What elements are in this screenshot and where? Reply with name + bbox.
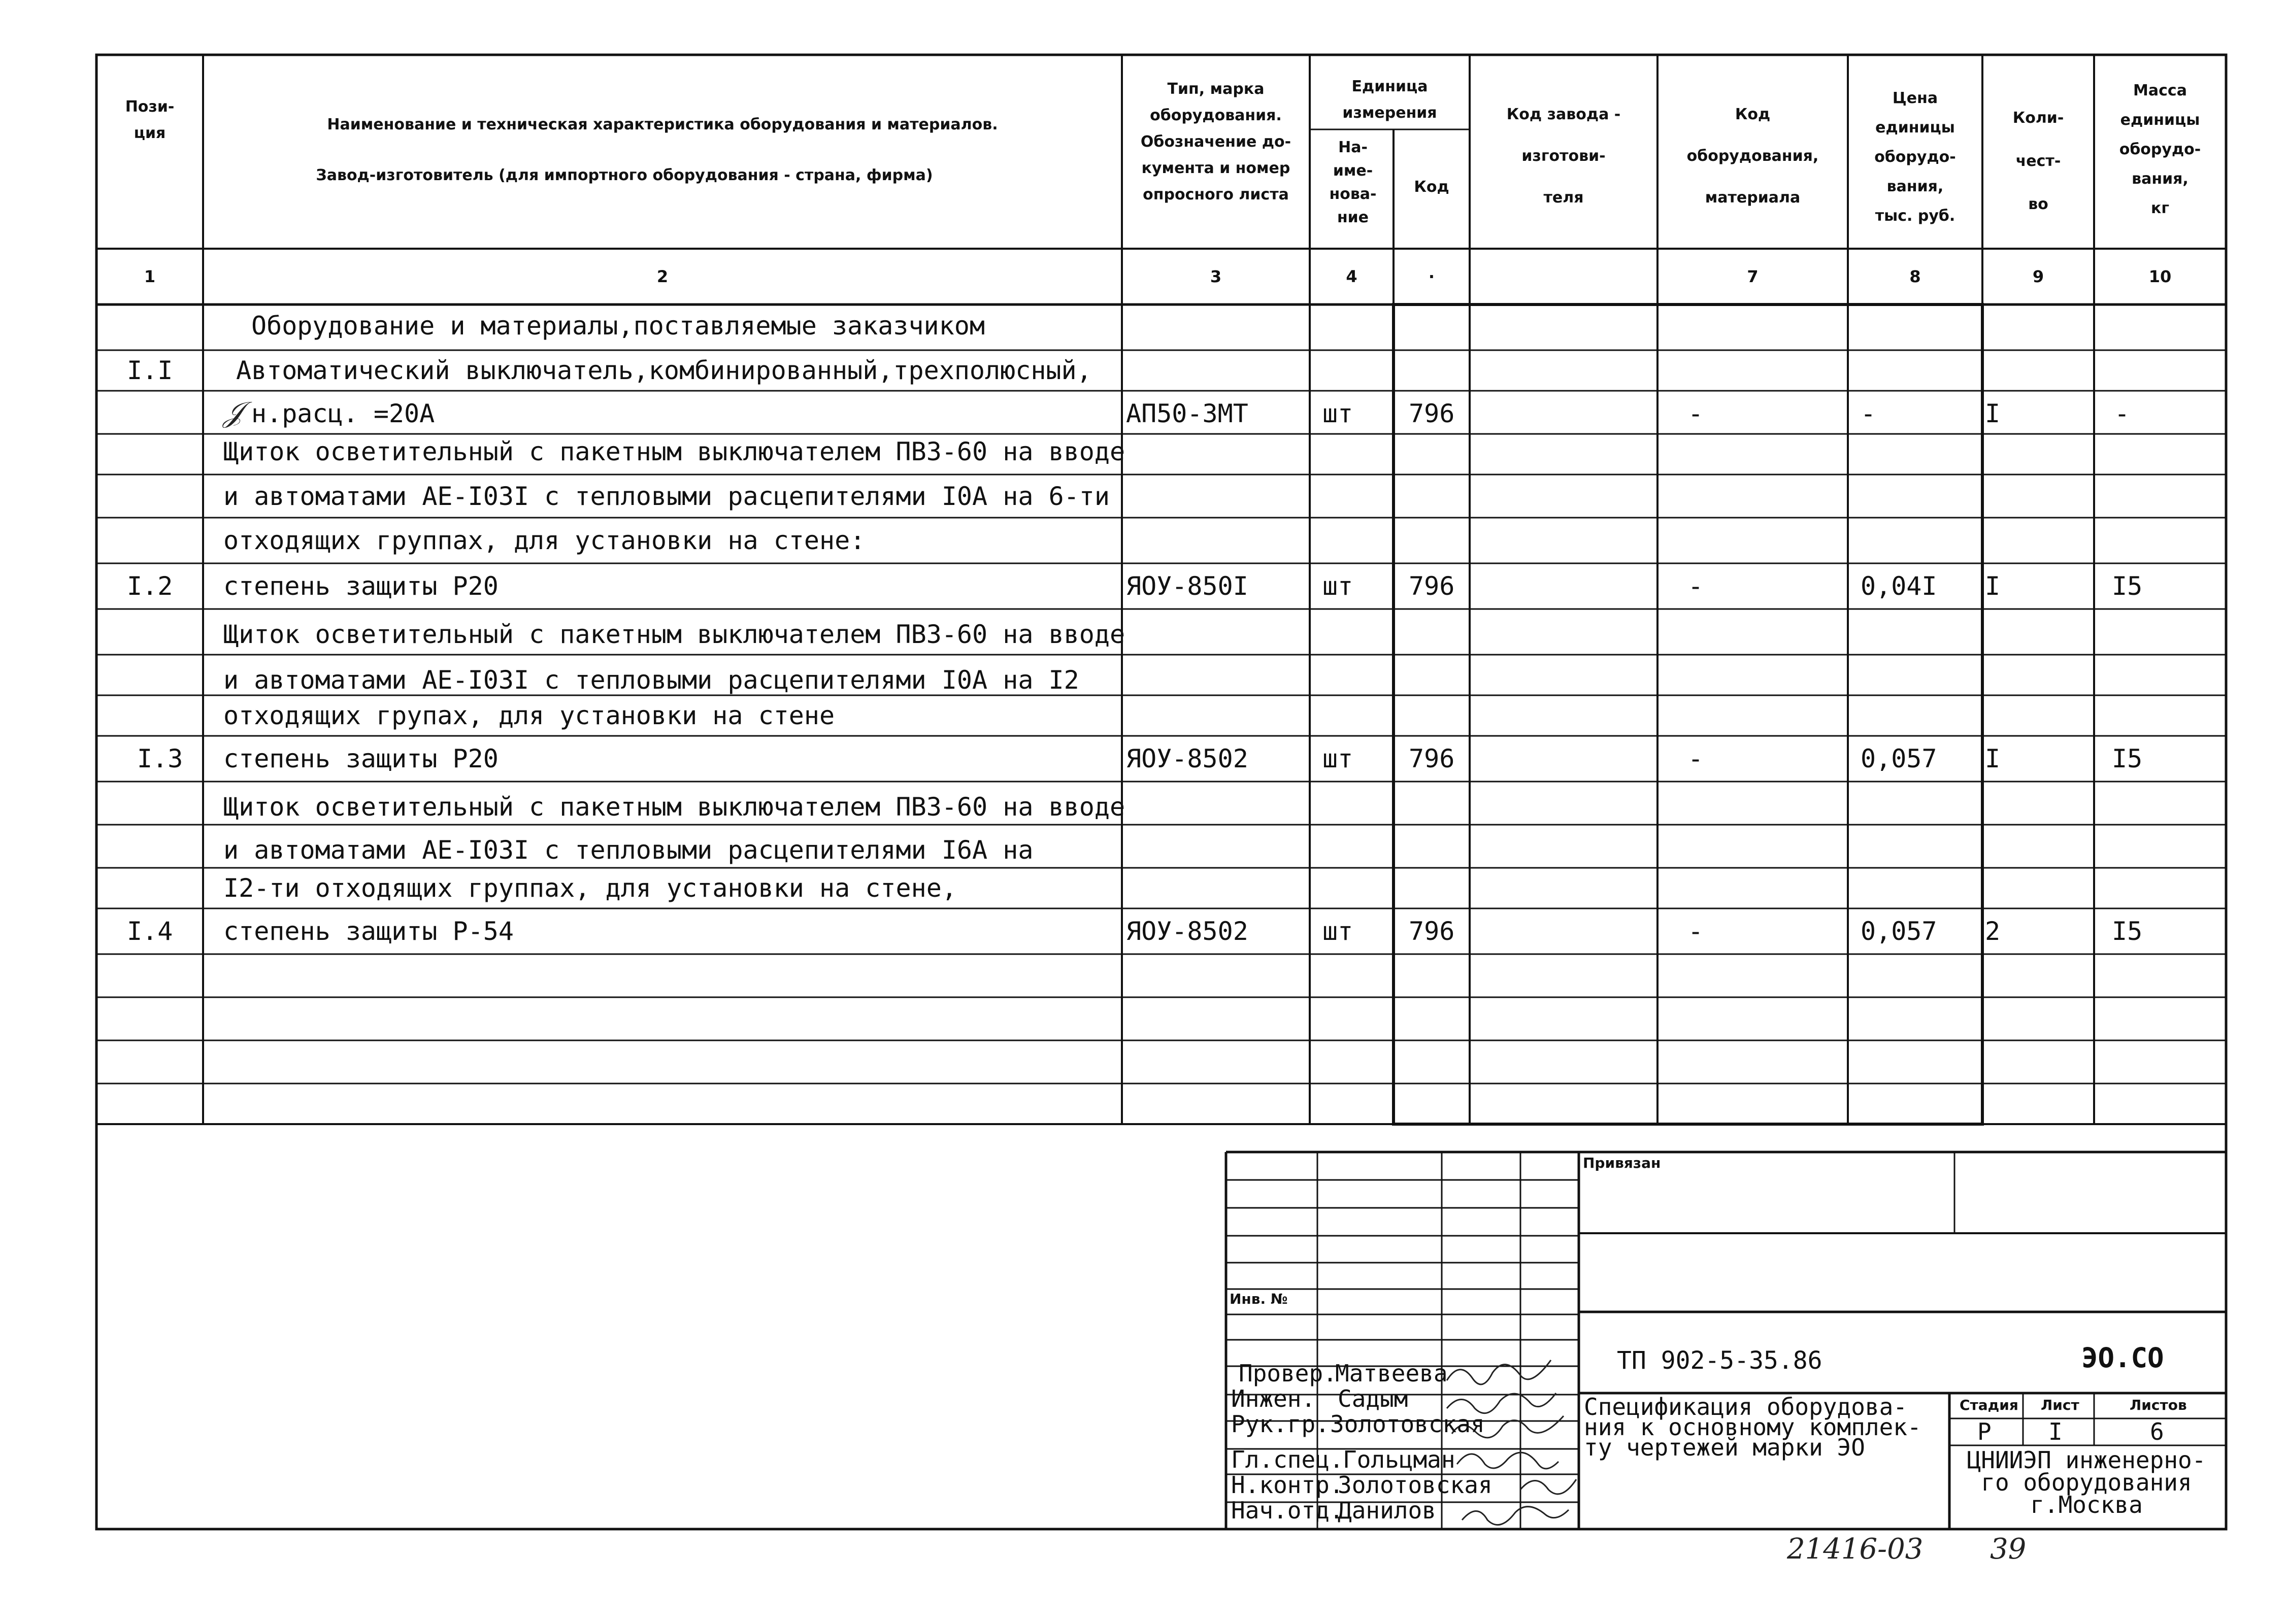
header-price: Цена единицы оборудо- вания, тыс. руб. — [1874, 89, 1956, 225]
row-name: I2-ти отходящих группах, для установки на стене, — [223, 873, 957, 903]
row-unit: шт — [1322, 917, 1353, 946]
header-unit-code: Код — [1414, 178, 1449, 196]
staff-role: Провер. — [1239, 1360, 1337, 1387]
doc-mark: ЭО.СО — [2081, 1342, 2164, 1374]
row-name: степень защиты Р20 — [223, 571, 499, 601]
row-name: степень защиты Р20 — [223, 744, 499, 773]
row-unit: шт — [1322, 399, 1353, 428]
column-number: 4 — [1346, 267, 1357, 286]
row-price: 0,057 — [1861, 744, 1937, 773]
current-symbol: 𝒥 — [223, 396, 243, 429]
sheets-label: Листов — [2130, 1397, 2187, 1413]
staff-role: Гл.спец. — [1231, 1446, 1344, 1473]
row-unit: шт — [1322, 744, 1353, 773]
row-mass: I5 — [2112, 571, 2143, 601]
staff-name: Данилов — [1338, 1497, 1436, 1524]
page-number: 39 — [1990, 1533, 2027, 1566]
organization: ЦНИИЭП инженерно- го оборудования г.Москва — [1967, 1446, 2206, 1518]
row-price: 0,04I — [1861, 571, 1937, 601]
staff-name: Золотовская — [1338, 1471, 1493, 1499]
inv-no-label: Инв. № — [1230, 1291, 1288, 1307]
column-number: 3 — [1210, 267, 1222, 286]
signatures — [1447, 1360, 1576, 1525]
column-number: 7 — [1747, 267, 1759, 286]
row-mass: I5 — [2112, 744, 2143, 773]
row-position: I.I — [127, 356, 173, 385]
row-name: н.расц. =20А — [251, 399, 435, 428]
row-name: Щиток осветительный с пакетным выключателем ПВ3-60 на вводе — [223, 437, 1125, 466]
column-number: 8 — [1909, 267, 1921, 286]
column-number: 2 — [656, 267, 669, 286]
row-name: и автоматами АЕ-I03I с тепловыми расцепителями I6А на — [223, 835, 1034, 865]
header-unit-name: На- име- нова- ние — [1329, 139, 1377, 226]
row-name: и автоматами АЕ-I03I с тепловыми расцепителями I0А на 6-ти — [223, 482, 1110, 511]
row-name: отходящих групах, для установки на стене — [223, 701, 835, 730]
row-equipment-code: - — [1688, 744, 1704, 773]
sheet-value: I — [2048, 1418, 2063, 1445]
header-name-line2: Завод-изготовитель (для импортного оборудования - страна, фирма) — [316, 166, 933, 184]
row-position: I.3 — [137, 744, 183, 773]
header-unit: Единица измерения — [1342, 78, 1437, 122]
row-type: ЯОУ-8502 — [1126, 917, 1248, 946]
row-price: 0,057 — [1861, 917, 1937, 946]
staff-name: Садым — [1338, 1385, 1408, 1412]
header-mass: Масса единицы оборудо- вания, кг — [2119, 82, 2201, 217]
stage-label: Стадия — [1960, 1397, 2018, 1413]
staff-name: Золотовская — [1330, 1410, 1485, 1438]
doc-code: ТП 902-5-35.86 — [1617, 1346, 1822, 1375]
row-name: и автоматами АЕ-I03I с тепловыми расцепителями I0А на I2 — [223, 665, 1079, 695]
stage-value: Р — [1977, 1418, 1992, 1445]
row-name: Щиток осветительный с пакетным выключателем ПВ3-60 на вводе — [223, 792, 1125, 822]
header-quantity: Коли- чест- во — [2012, 109, 2064, 213]
row-name: отходящих группах, для установки на стене: — [223, 526, 866, 555]
header-type: Тип, марка оборудования. Обозначение до- кумента и номер опросного листа — [1140, 80, 1291, 204]
row-mass: I5 — [2112, 917, 2143, 946]
column-number: 10 — [2148, 267, 2172, 286]
row-mass: - — [2114, 399, 2130, 428]
row-quantity: I — [1985, 399, 2001, 428]
header-name-line1: Наименование и техническая характеристика оборудования и материалов. — [327, 116, 998, 133]
staff-name: Гольцман — [1343, 1446, 1455, 1473]
row-quantity: 2 — [1985, 917, 2001, 946]
doc-title: Спецификация оборудова- ния к основному комплек- ту чертежей марки ЭО — [1584, 1393, 1921, 1461]
staff-name: Матвеева — [1335, 1360, 1448, 1387]
row-name: Автоматический выключатель,комбинированный,трехполюсный, — [236, 356, 1092, 385]
row-name: Оборудование и материалы,поставляемые заказчиком — [251, 311, 985, 341]
staff-role: Н.контр. — [1231, 1471, 1344, 1499]
row-type: ЯОУ-8502 — [1126, 744, 1248, 773]
column-number: 1 — [144, 267, 156, 286]
row-name: степень защиты Р-54 — [223, 917, 514, 946]
staff-role: Нач.отд. — [1231, 1497, 1344, 1524]
row-unit-code: 796 — [1409, 571, 1455, 601]
row-name: Щиток осветительный с пакетным выключателем ПВ3-60 на вводе — [223, 620, 1125, 649]
row-equipment-code: - — [1688, 917, 1704, 946]
header-position: Пози- ция — [125, 98, 175, 142]
sheets-value: 6 — [2150, 1418, 2164, 1445]
staff-role: Инжен. — [1231, 1385, 1316, 1412]
column-number: · — [1428, 267, 1435, 286]
row-price: - — [1861, 399, 1876, 428]
privyazan-label: Привязан — [1583, 1155, 1661, 1171]
row-unit-code: 796 — [1409, 917, 1455, 946]
staff-role: Рук.гр. — [1231, 1410, 1330, 1438]
archive-number: 21416-03 — [1787, 1533, 1924, 1566]
row-equipment-code: - — [1688, 571, 1704, 601]
row-position: I.2 — [127, 571, 173, 601]
row-equipment-code: - — [1688, 399, 1704, 428]
row-unit-code: 796 — [1409, 399, 1455, 428]
sheet-label: Лист — [2041, 1397, 2079, 1413]
row-unit-code: 796 — [1409, 744, 1455, 773]
header-factory-code: Код завода - изготови- теля — [1506, 106, 1621, 207]
row-quantity: I — [1985, 744, 2001, 773]
row-type: ЯОУ-850I — [1126, 571, 1248, 601]
row-quantity: I — [1985, 571, 2001, 601]
header-equipment-code: Код оборудования, материала — [1686, 106, 1819, 207]
column-number: 9 — [2032, 267, 2044, 286]
row-unit: шт — [1322, 571, 1353, 601]
row-type: АП50-3МТ — [1126, 399, 1248, 428]
row-position: I.4 — [127, 917, 173, 946]
